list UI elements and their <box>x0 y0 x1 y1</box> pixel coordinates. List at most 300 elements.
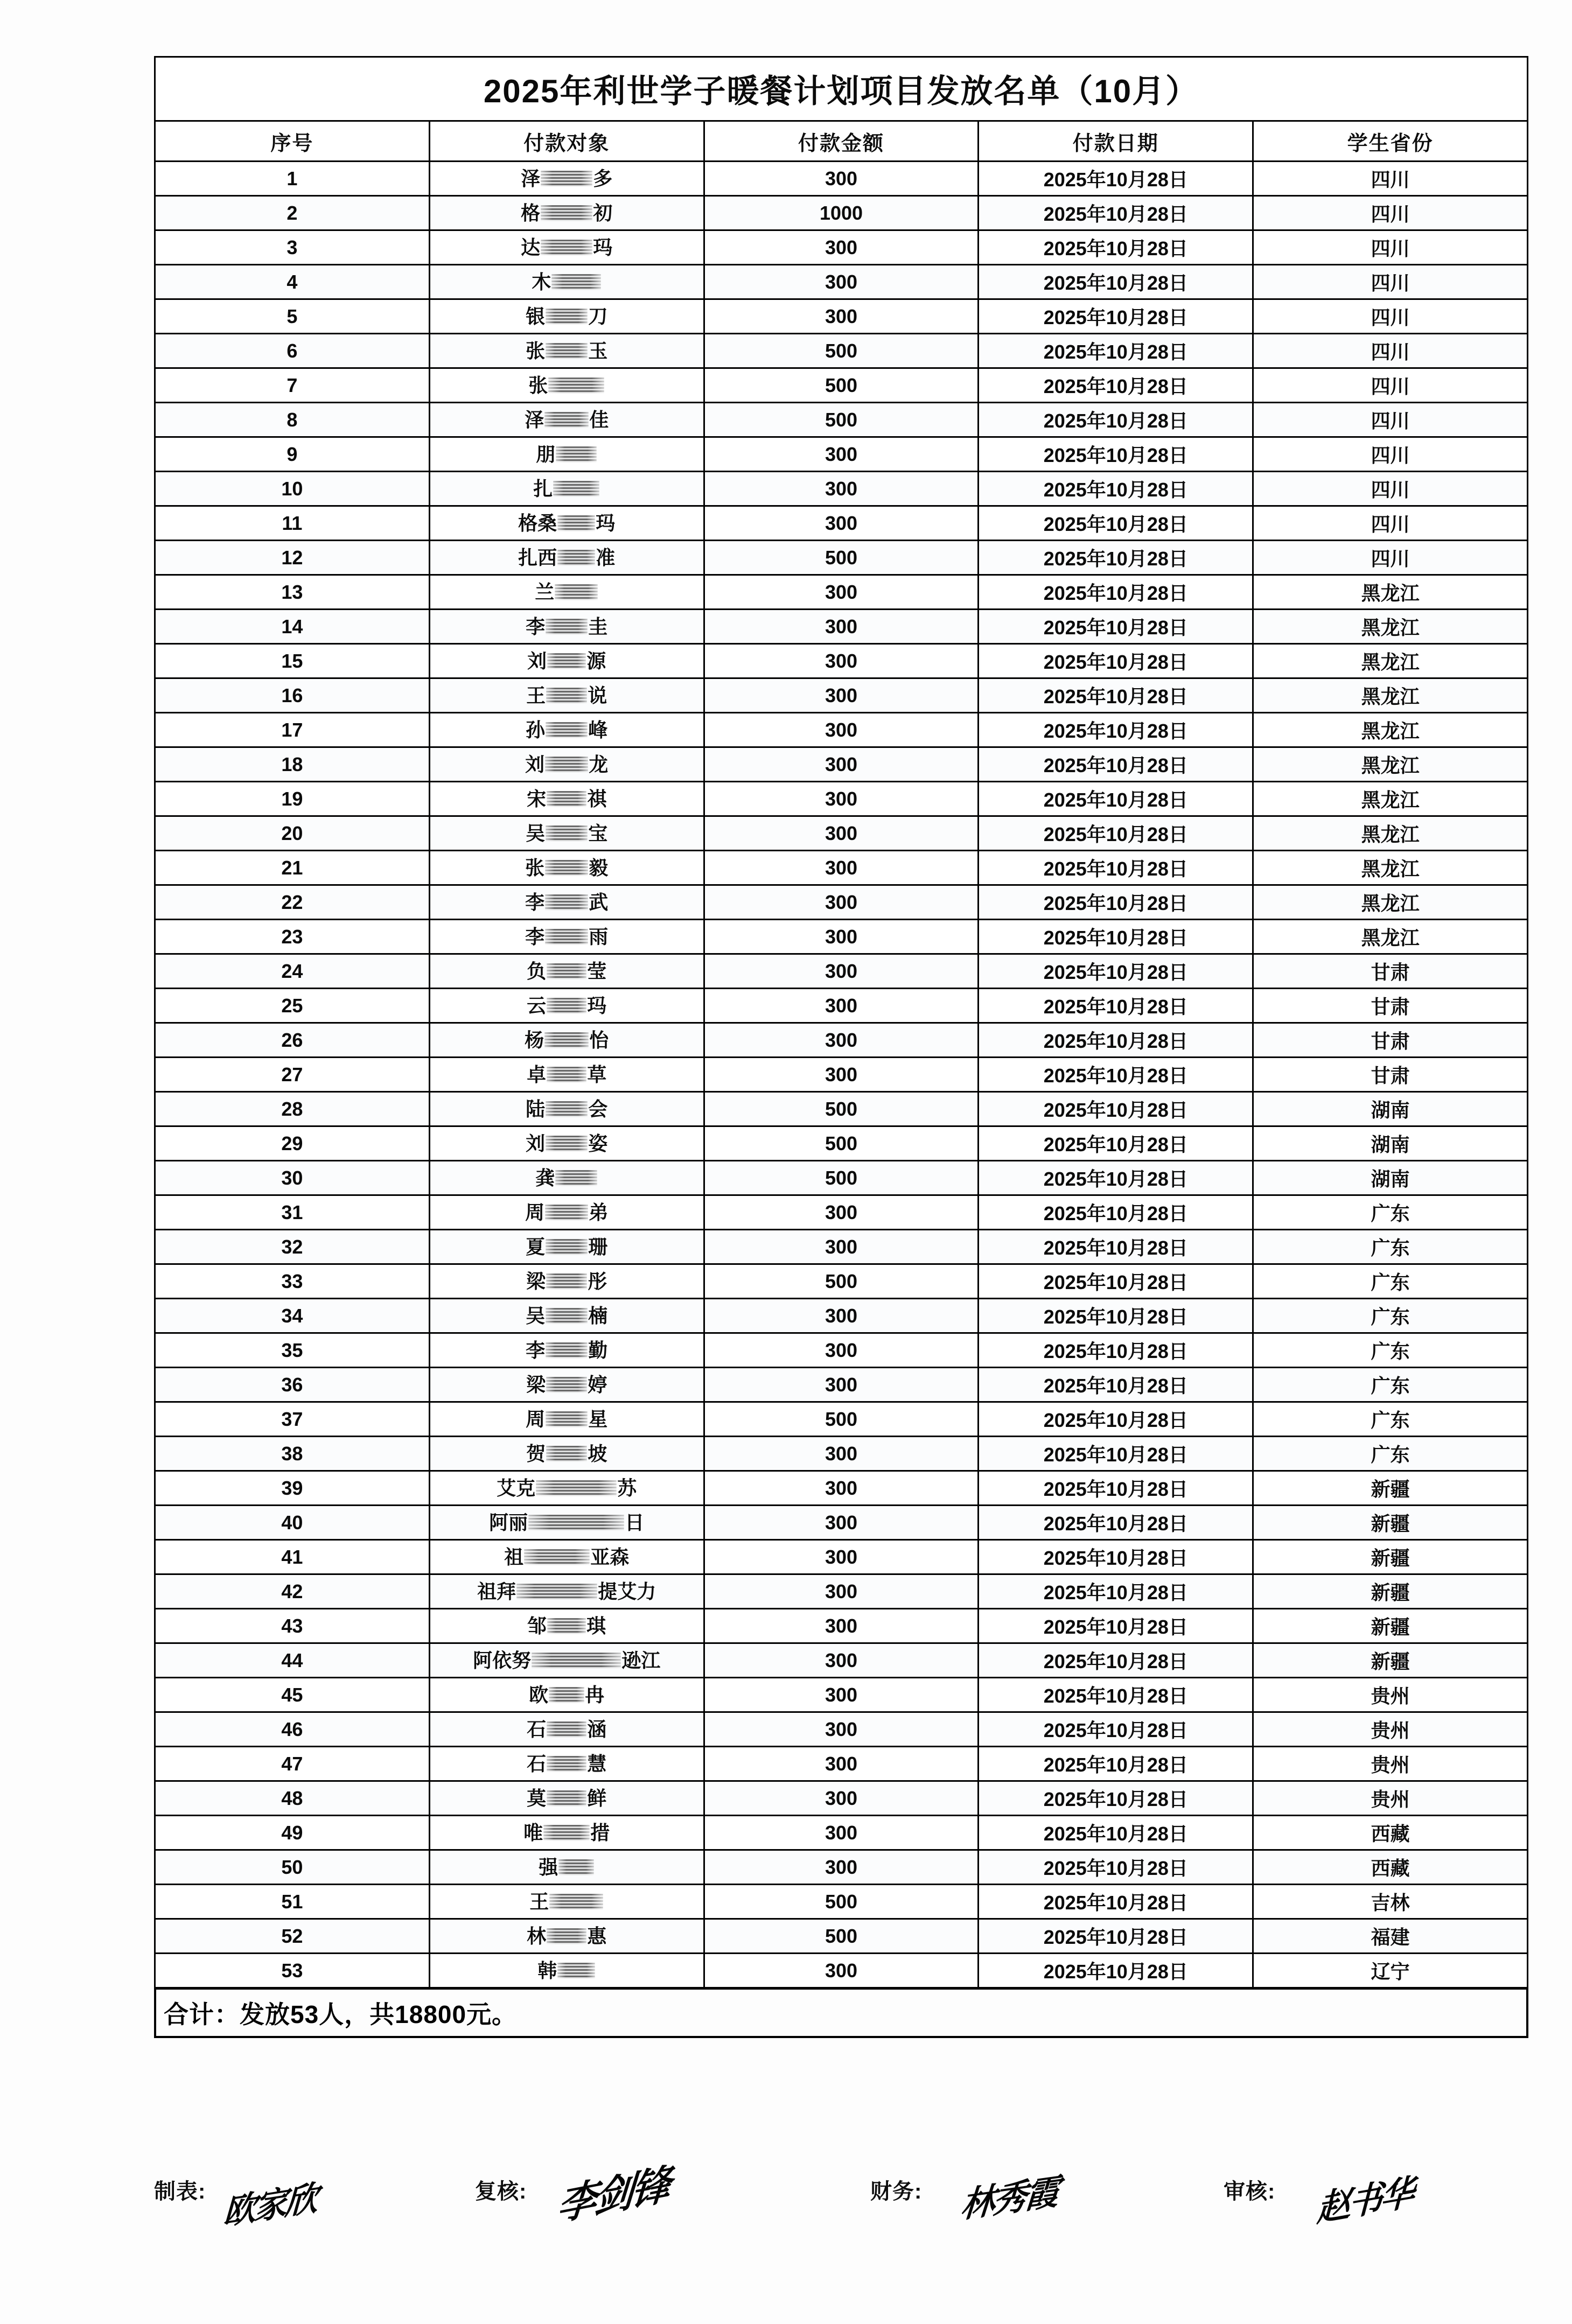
cell-index: 8 <box>155 403 430 437</box>
cell-amount: 500 <box>704 1161 979 1195</box>
name-visible-suffix: 彤 <box>588 1270 607 1292</box>
cell-payee-redacted-name <box>429 506 704 541</box>
table-row <box>155 610 1528 644</box>
redaction-blur-bar <box>544 1032 589 1048</box>
cell-index: 21 <box>155 851 430 885</box>
table-row <box>155 1574 1528 1609</box>
cell-amount: 300 <box>704 1299 979 1333</box>
redacted-name <box>532 272 602 292</box>
cell-payee-redacted-name <box>429 1540 704 1574</box>
name-visible-suffix: 怡 <box>589 1028 609 1051</box>
cell-province: 辽宁 <box>1253 1954 1528 1988</box>
cell-province: 黑龙江 <box>1253 747 1528 782</box>
cell-province: 甘肃 <box>1253 1023 1528 1058</box>
redaction-blur-bar <box>546 1273 587 1290</box>
name-visible-suffix: 措 <box>590 1821 610 1844</box>
cell-amount: 300 <box>704 299 979 334</box>
cell-province: 广东 <box>1253 1299 1528 1333</box>
cell-province: 贵州 <box>1253 1678 1528 1712</box>
cell-province: 黑龙江 <box>1253 713 1528 747</box>
table-row <box>155 1506 1528 1540</box>
cell-payee-redacted-name <box>429 334 704 368</box>
table-row <box>155 334 1528 368</box>
cell-index: 46 <box>155 1712 430 1747</box>
cell-province: 四川 <box>1253 368 1528 403</box>
cell-payee-redacted-name <box>429 1023 704 1058</box>
table-row <box>155 851 1528 885</box>
finance-label: 财务: <box>870 2180 923 2203</box>
cell-payee-redacted-name <box>429 920 704 954</box>
name-visible-suffix: 鲜 <box>587 1787 607 1809</box>
cell-amount: 300 <box>704 610 979 644</box>
cell-amount: 500 <box>704 403 979 437</box>
cell-date: 2025年10月28日 <box>979 1161 1253 1195</box>
cell-province: 黑龙江 <box>1253 816 1528 851</box>
cell-date: 2025年10月28日 <box>979 196 1253 230</box>
cell-index: 20 <box>155 816 430 851</box>
cell-index: 15 <box>155 644 430 678</box>
cell-index: 30 <box>155 1161 430 1195</box>
cell-date: 2025年10月28日 <box>979 1816 1253 1850</box>
cell-amount: 300 <box>704 1437 979 1471</box>
name-visible-prefix: 阿丽 <box>489 1511 528 1534</box>
cell-payee-redacted-name <box>429 1747 704 1781</box>
cell-province: 广东 <box>1253 1264 1528 1299</box>
redaction-blur-bar <box>558 1859 594 1875</box>
cell-province: 新疆 <box>1253 1643 1528 1678</box>
redaction-blur-bar <box>551 274 601 290</box>
name-visible-prefix: 莫 <box>527 1787 547 1809</box>
name-visible-prefix: 周 <box>526 1408 546 1430</box>
name-visible-prefix: 达 <box>521 236 541 258</box>
redaction-blur-bar <box>541 205 592 221</box>
table-body <box>155 162 1528 1988</box>
name-visible-prefix: 石 <box>527 1718 547 1740</box>
redacted-name <box>527 649 606 672</box>
cell-index: 42 <box>155 1574 430 1609</box>
redaction-blur-bar <box>549 1687 584 1703</box>
cell-date: 2025年10月28日 <box>979 1092 1253 1126</box>
table-row <box>155 1540 1528 1574</box>
cell-date: 2025年10月28日 <box>979 1643 1253 1678</box>
cell-payee-redacted-name <box>429 1506 704 1540</box>
name-visible-suffix: 楠 <box>588 1304 608 1327</box>
name-visible-suffix: 峰 <box>588 718 608 741</box>
cell-payee-redacted-name <box>429 1058 704 1092</box>
cell-province: 四川 <box>1253 196 1528 230</box>
redaction-blur-bar <box>543 1825 590 1841</box>
cell-amount: 300 <box>704 713 979 747</box>
name-visible-prefix: 邹 <box>527 1614 547 1637</box>
cell-date: 2025年10月28日 <box>979 1506 1253 1540</box>
table-row <box>155 713 1528 747</box>
cell-payee-redacted-name <box>429 437 704 472</box>
cell-payee-redacted-name <box>429 678 704 713</box>
cell-date: 2025年10月28日 <box>979 954 1253 989</box>
redacted-name <box>526 617 607 636</box>
table-row <box>155 1954 1528 1988</box>
audited-by-signature: 赵书华 <box>1316 2173 1413 2229</box>
cell-date: 2025年10月28日 <box>979 644 1253 678</box>
cell-province: 四川 <box>1253 472 1528 506</box>
cell-province: 新疆 <box>1253 1471 1528 1506</box>
cell-date: 2025年10月28日 <box>979 1609 1253 1643</box>
cell-amount: 300 <box>704 1230 979 1264</box>
name-visible-suffix: 玛 <box>593 236 613 258</box>
cell-date: 2025年10月28日 <box>979 506 1253 541</box>
name-visible-prefix: 杨 <box>525 1028 544 1051</box>
cell-amount: 300 <box>704 162 979 196</box>
cell-province: 新疆 <box>1253 1609 1528 1643</box>
cell-province: 甘肃 <box>1253 954 1528 989</box>
name-visible-prefix: 吴 <box>526 1304 546 1327</box>
redaction-blur-bar <box>555 1170 597 1186</box>
cell-payee-redacted-name <box>429 1333 704 1368</box>
table-row <box>155 1678 1528 1712</box>
name-visible-prefix: 孙 <box>526 718 546 741</box>
redacted-name <box>527 1616 606 1636</box>
redaction-blur-bar <box>546 1377 587 1393</box>
name-visible-suffix: 祺 <box>587 787 607 810</box>
cell-date: 2025年10月28日 <box>979 1850 1253 1885</box>
name-visible-prefix: 云 <box>527 994 547 1017</box>
redaction-blur-bar <box>546 309 588 325</box>
cell-amount: 500 <box>704 368 979 403</box>
cell-date: 2025年10月28日 <box>979 1195 1253 1230</box>
cell-index: 38 <box>155 1437 430 1471</box>
table-row <box>155 1092 1528 1126</box>
name-visible-suffix: 日 <box>625 1511 645 1534</box>
redaction-blur-bar <box>546 1342 588 1359</box>
redacted-name <box>529 1892 604 1912</box>
cell-index: 7 <box>155 368 430 403</box>
cell-index: 52 <box>155 1919 430 1954</box>
column-header-date: 付款日期 <box>979 121 1253 162</box>
redacted-name <box>537 1961 596 1980</box>
cell-index: 17 <box>155 713 430 747</box>
redaction-blur-bar <box>547 653 586 669</box>
redaction-blur-bar <box>516 1584 597 1600</box>
redacted-name <box>526 341 607 361</box>
redaction-blur-bar <box>546 343 588 359</box>
cell-date: 2025年10月28日 <box>979 403 1253 437</box>
name-visible-suffix: 毅 <box>589 856 609 879</box>
name-visible-suffix: 草 <box>587 1063 607 1086</box>
name-visible-suffix: 逊江 <box>621 1649 661 1671</box>
cell-amount: 300 <box>704 1747 979 1781</box>
cell-amount: 500 <box>704 1919 979 1954</box>
redacted-name <box>526 824 607 843</box>
cell-province: 广东 <box>1253 1230 1528 1264</box>
redacted-name <box>526 1097 608 1120</box>
redaction-blur-bar <box>546 1446 587 1462</box>
redaction-blur-bar <box>547 791 586 807</box>
cell-index: 25 <box>155 989 430 1023</box>
cell-payee-redacted-name <box>429 1643 704 1678</box>
cell-province: 黑龙江 <box>1253 678 1528 713</box>
redaction-blur-bar <box>547 1790 586 1807</box>
redaction-blur-bar <box>546 722 588 738</box>
cell-amount: 300 <box>704 678 979 713</box>
redaction-blur-bar <box>546 619 588 635</box>
cell-amount: 300 <box>704 851 979 885</box>
cell-province: 湖南 <box>1253 1092 1528 1126</box>
cell-date: 2025年10月28日 <box>979 1540 1253 1574</box>
redaction-blur-bar <box>547 1067 586 1083</box>
table-row <box>155 1264 1528 1299</box>
redaction-blur-bar <box>547 1618 586 1634</box>
table-row <box>155 1161 1528 1195</box>
cell-index: 47 <box>155 1747 430 1781</box>
cell-index: 41 <box>155 1540 430 1574</box>
payment-list-sheet <box>154 56 1528 2038</box>
redaction-blur-bar <box>547 1928 586 1944</box>
reviewed-by-signature: 李剑锋 <box>555 2162 671 2230</box>
column-header-amount: 付款金额 <box>704 121 979 162</box>
cell-province: 黑龙江 <box>1253 610 1528 644</box>
cell-payee-redacted-name <box>429 299 704 334</box>
cell-index: 51 <box>155 1885 430 1919</box>
name-visible-prefix: 银 <box>526 305 546 327</box>
cell-index: 1 <box>155 162 430 196</box>
name-visible-prefix: 宋 <box>527 787 547 810</box>
cell-amount: 300 <box>704 1506 979 1540</box>
name-visible-prefix: 陆 <box>526 1097 546 1120</box>
name-visible-prefix: 泽 <box>521 167 541 190</box>
cell-province: 四川 <box>1253 162 1528 196</box>
redacted-name <box>489 1513 644 1532</box>
name-visible-prefix: 欧 <box>529 1683 549 1706</box>
cell-date: 2025年10月28日 <box>979 334 1253 368</box>
table-row <box>155 1609 1528 1643</box>
name-visible-suffix: 提艾力 <box>598 1580 656 1602</box>
redaction-blur-bar <box>546 825 588 842</box>
cell-amount: 300 <box>704 1678 979 1712</box>
name-visible-prefix: 李 <box>526 1339 546 1361</box>
cell-province: 吉林 <box>1253 1885 1528 1919</box>
cell-payee-redacted-name <box>429 1781 704 1816</box>
cell-payee-redacted-name <box>429 1368 704 1402</box>
redacted-name <box>521 201 613 224</box>
cell-payee-redacted-name <box>429 885 704 920</box>
redaction-blur-bar <box>545 757 588 773</box>
name-visible-suffix: 源 <box>586 649 606 672</box>
cell-payee-redacted-name <box>429 1816 704 1850</box>
table-row <box>155 1437 1528 1471</box>
name-visible-suffix: 多 <box>593 167 613 190</box>
table-row <box>155 954 1528 989</box>
cell-amount: 300 <box>704 1540 979 1574</box>
table-row <box>155 196 1528 230</box>
cell-amount: 300 <box>704 1574 979 1609</box>
table-row <box>155 437 1528 472</box>
cell-index: 9 <box>155 437 430 472</box>
redacted-name <box>526 1134 607 1153</box>
cell-amount: 300 <box>704 747 979 782</box>
name-visible-prefix: 木 <box>532 270 551 293</box>
name-visible-suffix: 宝 <box>588 822 608 844</box>
name-visible-prefix: 艾克 <box>497 1476 536 1499</box>
redaction-blur-bar <box>524 1549 590 1565</box>
redacted-name <box>477 1582 656 1601</box>
cell-index: 49 <box>155 1816 430 1850</box>
table-row <box>155 1333 1528 1368</box>
redaction-blur-bar <box>545 860 588 876</box>
redaction-blur-bar <box>546 1308 588 1324</box>
cell-index: 14 <box>155 610 430 644</box>
cell-index: 33 <box>155 1264 430 1299</box>
name-visible-suffix: 武 <box>589 891 609 913</box>
cell-amount: 300 <box>704 506 979 541</box>
name-visible-prefix: 扎 <box>533 477 553 500</box>
cell-amount: 300 <box>704 920 979 954</box>
redaction-blur-bar <box>547 1756 586 1772</box>
cell-index: 36 <box>155 1368 430 1402</box>
redacted-name <box>539 1858 595 1877</box>
cell-payee-redacted-name <box>429 1919 704 1954</box>
name-visible-prefix: 兰 <box>535 580 555 603</box>
cell-index: 48 <box>155 1781 430 1816</box>
cell-province: 黑龙江 <box>1253 851 1528 885</box>
table-row <box>155 782 1528 816</box>
cell-date: 2025年10月28日 <box>979 230 1253 265</box>
redaction-blur-bar <box>541 171 592 187</box>
cell-index: 2 <box>155 196 430 230</box>
document-title: 2025年利世学子暖餐计划项目发放名单（10月） <box>155 57 1528 121</box>
cell-payee-redacted-name <box>429 162 704 196</box>
cell-date: 2025年10月28日 <box>979 1230 1253 1264</box>
cell-amount: 500 <box>704 334 979 368</box>
column-header-index: 序号 <box>155 121 430 162</box>
column-header-payee: 付款对象 <box>429 121 704 162</box>
name-visible-prefix: 吴 <box>526 822 546 844</box>
redaction-blur-bar <box>557 515 595 531</box>
cell-province: 广东 <box>1253 1333 1528 1368</box>
table-row <box>155 1058 1528 1092</box>
redaction-blur-bar <box>545 1205 588 1221</box>
name-visible-suffix: 冉 <box>585 1683 605 1706</box>
cell-province: 黑龙江 <box>1253 920 1528 954</box>
cell-amount: 300 <box>704 1643 979 1678</box>
cell-date: 2025年10月28日 <box>979 1574 1253 1609</box>
table-row <box>155 885 1528 920</box>
table-row <box>155 506 1528 541</box>
cell-province: 西藏 <box>1253 1816 1528 1850</box>
redaction-blur-bar <box>548 377 604 394</box>
name-visible-suffix: 刀 <box>588 305 608 327</box>
name-visible-suffix: 莹 <box>587 960 607 982</box>
prepared-by-label: 制表: <box>154 2180 206 2203</box>
redacted-name <box>526 1272 607 1291</box>
name-visible-prefix: 张 <box>528 374 548 396</box>
name-visible-suffix: 会 <box>588 1097 608 1120</box>
redaction-blur-bar <box>549 1894 603 1910</box>
total-summary-text: 合计：发放53人，共18800元。 <box>155 1989 1527 2037</box>
cell-date: 2025年10月28日 <box>979 299 1253 334</box>
cell-index: 35 <box>155 1333 430 1368</box>
redacted-name <box>525 755 608 774</box>
redacted-name <box>526 1237 607 1257</box>
cell-province: 贵州 <box>1253 1712 1528 1747</box>
cell-amount: 300 <box>704 1333 979 1368</box>
cell-payee-redacted-name <box>429 1574 704 1609</box>
cell-amount: 500 <box>704 1264 979 1299</box>
redacted-name <box>526 1306 607 1326</box>
redacted-name <box>527 962 606 981</box>
cell-index: 3 <box>155 230 430 265</box>
table-row <box>155 1126 1528 1161</box>
name-visible-prefix: 石 <box>527 1752 547 1775</box>
redacted-name <box>504 1545 630 1568</box>
name-visible-suffix: 星 <box>588 1408 608 1430</box>
cell-date: 2025年10月28日 <box>979 575 1253 610</box>
table-row <box>155 575 1528 610</box>
cell-payee-redacted-name <box>429 954 704 989</box>
cell-payee-redacted-name <box>429 713 704 747</box>
cell-date: 2025年10月28日 <box>979 437 1253 472</box>
finance-signature: 林秀霞 <box>959 2172 1059 2225</box>
name-visible-suffix: 亚森 <box>590 1545 630 1568</box>
cell-index: 31 <box>155 1195 430 1230</box>
cell-date: 2025年10月28日 <box>979 816 1253 851</box>
cell-payee-redacted-name <box>429 1195 704 1230</box>
name-visible-prefix: 周 <box>525 1201 545 1223</box>
cell-amount: 300 <box>704 1712 979 1747</box>
cell-index: 13 <box>155 575 430 610</box>
table-row <box>155 162 1528 196</box>
cell-date: 2025年10月28日 <box>979 472 1253 506</box>
redacted-name <box>525 858 608 878</box>
redaction-blur-bar <box>546 1411 588 1427</box>
cell-payee-redacted-name <box>429 1885 704 1919</box>
cell-payee-redacted-name <box>429 1092 704 1126</box>
redaction-blur-bar <box>528 1515 624 1531</box>
name-visible-prefix: 卓 <box>527 1063 547 1086</box>
cell-payee-redacted-name <box>429 747 704 782</box>
cell-amount: 300 <box>704 816 979 851</box>
redacted-name <box>527 996 606 1016</box>
name-visible-suffix: 勤 <box>588 1339 608 1361</box>
column-header-province: 学生省份 <box>1253 121 1528 162</box>
table-row <box>155 1919 1528 1954</box>
cell-amount: 300 <box>704 1368 979 1402</box>
name-visible-prefix: 梁 <box>526 1270 546 1292</box>
audited-by-label: 审核: <box>1224 2180 1276 2203</box>
name-visible-suffix: 说 <box>588 684 607 706</box>
name-visible-suffix: 佳 <box>589 408 609 431</box>
cell-index: 22 <box>155 885 430 920</box>
name-visible-suffix: 初 <box>593 201 613 224</box>
cell-payee-redacted-name <box>429 1299 704 1333</box>
cell-payee-redacted-name <box>429 1954 704 1988</box>
table-row <box>155 1368 1528 1402</box>
cell-date: 2025年10月28日 <box>979 541 1253 575</box>
redaction-blur-bar <box>547 963 586 979</box>
cell-index: 5 <box>155 299 430 334</box>
cell-date: 2025年10月28日 <box>979 1368 1253 1402</box>
cell-index: 28 <box>155 1092 430 1126</box>
cell-index: 40 <box>155 1506 430 1540</box>
cell-province: 新疆 <box>1253 1574 1528 1609</box>
cell-payee-redacted-name <box>429 541 704 575</box>
cell-payee-redacted-name <box>429 1437 704 1471</box>
name-visible-prefix: 刘 <box>526 1132 546 1154</box>
cell-province: 福建 <box>1253 1919 1528 1954</box>
redaction-blur-bar <box>546 1101 588 1117</box>
redacted-name <box>533 479 600 499</box>
name-visible-prefix: 龚 <box>535 1166 555 1189</box>
table-header-row <box>155 121 1528 162</box>
